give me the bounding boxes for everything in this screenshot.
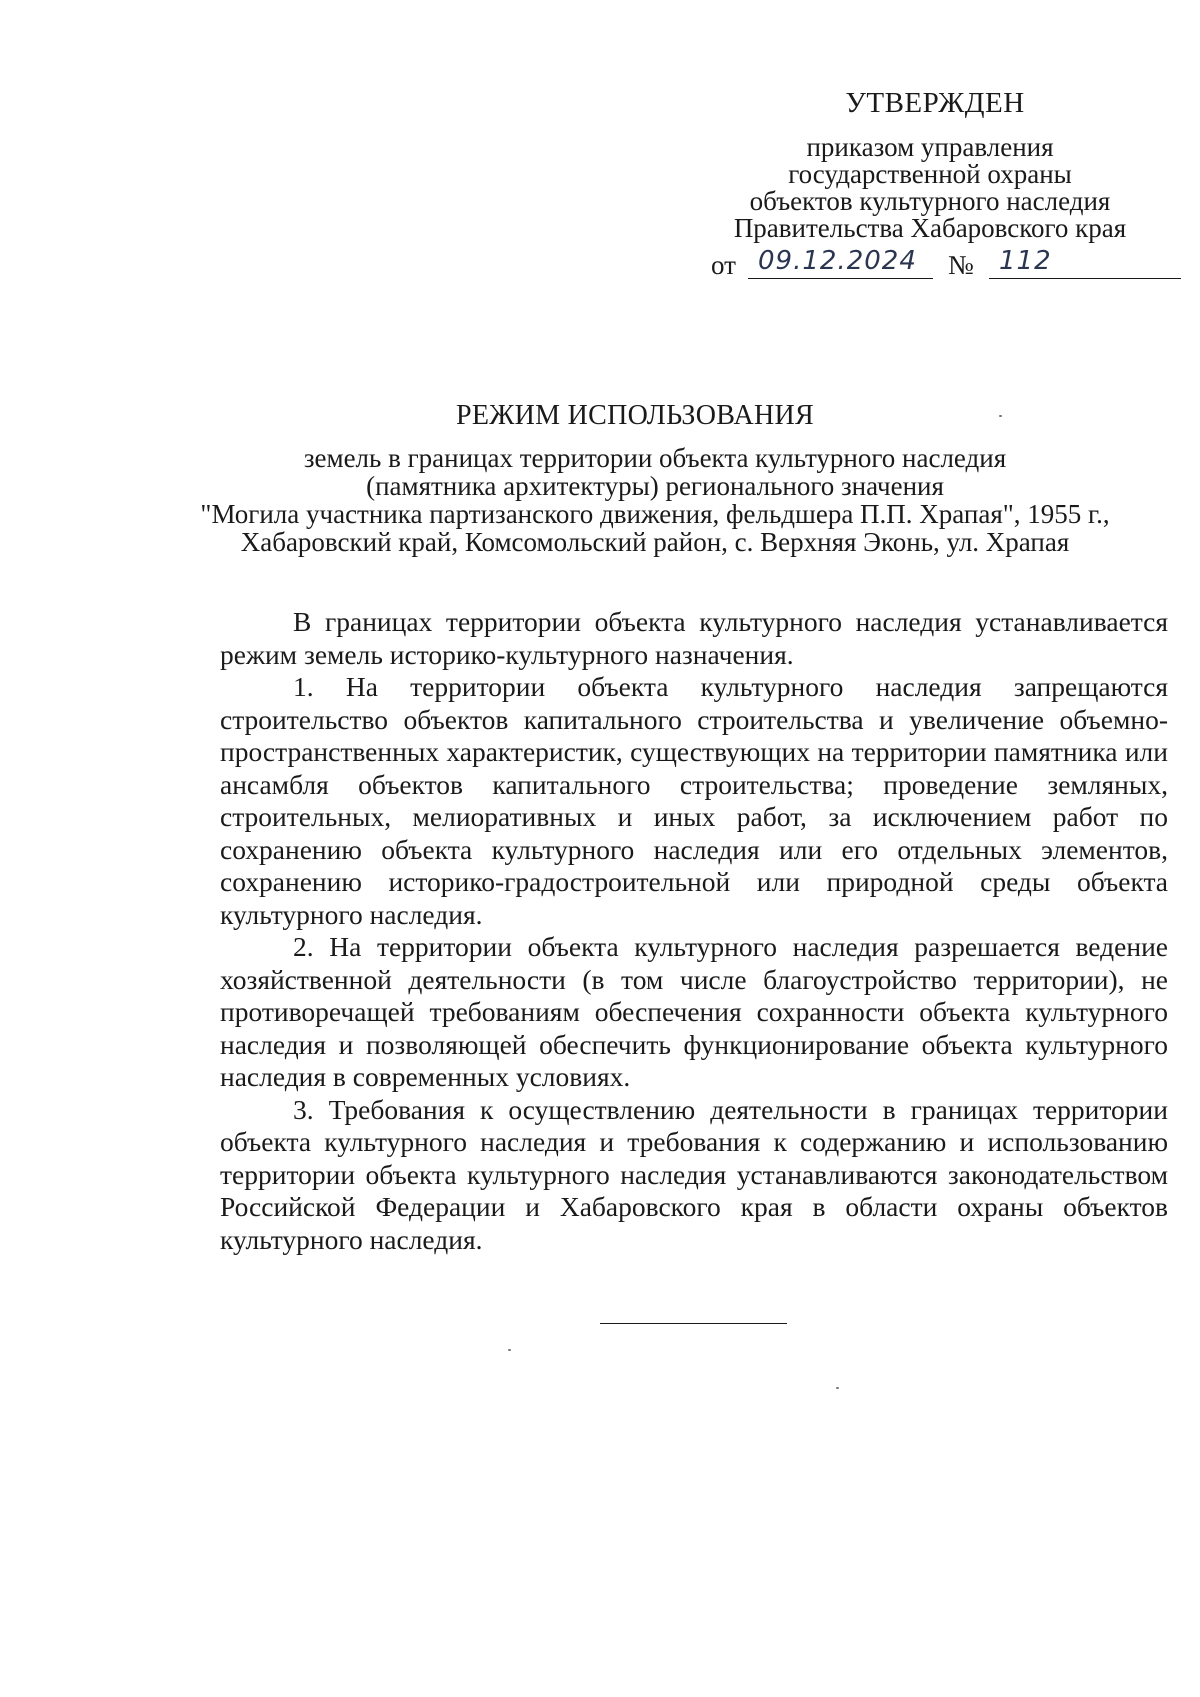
order-reference [711, 244, 1161, 284]
end-divider [600, 1323, 787, 1324]
from-label: от [711, 250, 736, 280]
paragraph-2: 2. На территории объекта культурного наследия разрешается ведение хозяйственной деятельности (в том числе благоустройство территории), не противоречащей требованиям обеспечения сохранности объекта культурного наследия и позволяющей обеспечить функционирование объекта культурного наследия в современных условиях. [220, 931, 1168, 1092]
order-number-handwritten: 112 [989, 244, 1181, 279]
approval-block [700, 88, 1160, 242]
paragraph-1: 1. На территории объекта культурного наследия запрещаются строительство объектов капитального строительства и увеличение объемно-пространственных характеристик, существующих на территории памятника или ансамбля объектов капитального строительства; проведение земляных, строительных, мелиоративных и иных работ, за исключением работ по сохранению объекта культурного наследия или его отдельных элементов, сохранению историко-градостроительной или природной среды объекта культурного наследия. [220, 671, 1168, 930]
subtitle-line: (памятника архитектуры) регионального значения [366, 471, 944, 501]
order-date-handwritten: 09.12.2024 [748, 244, 933, 279]
subtitle-line: Хабаровский край, Комсомольский район, с. Верхняя Эконь, ул. Храпая [240, 527, 1070, 557]
document-body [220, 606, 1168, 1256]
number-label: № [948, 250, 974, 280]
title-block [190, 401, 1120, 556]
paragraph-intro: В границах территории объекта культурного наследия устанавливается режим земель историко-культурного назначения. [220, 606, 1168, 670]
approved-heading: УТВЕРЖДЕН [845, 87, 1025, 119]
paragraph-3: 3. Требования к осуществлению деятельности в границах территории объекта культурного наследия и требования к содержанию и использованию территории объекта культурного наследия устанавливаются законодательством Российской Федерации и Хабаровского края в области охраны объектов культурного наследия. [220, 1093, 1168, 1255]
scan-speck [999, 415, 1002, 417]
scan-speck [836, 1387, 839, 1389]
approval-line: приказом управления [806, 132, 1054, 162]
approval-line: Правительства Хабаровского края [733, 213, 1127, 243]
approval-line: государственной охраны [788, 159, 1072, 189]
subtitle-line: земель в границах территории объекта культурного наследия [303, 443, 1007, 473]
scan-speck [508, 1349, 511, 1351]
document-title: РЕЖИМ ИСПОЛЬЗОВАНИЯ [455, 400, 815, 431]
subtitle-line: "Могила участника партизанского движения, фельдшера П.П. Храпая", 1955 г., [200, 499, 1110, 529]
approval-line: объектов культурного наследия [749, 186, 1111, 216]
